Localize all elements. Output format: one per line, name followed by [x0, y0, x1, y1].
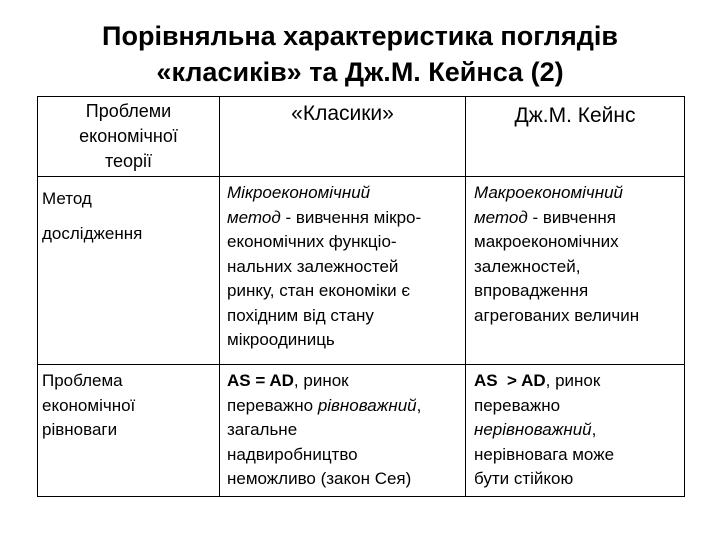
row-method-classics — [227, 181, 463, 353]
slide-title — [0, 18, 720, 90]
keynes-equilibrium-line-4: нерівновага може — [474, 444, 615, 464]
row-method-label — [42, 181, 218, 251]
column-divider-1 — [219, 97, 220, 496]
row-method-label-line-2: дослідження — [42, 224, 143, 243]
keynes-inequation: AS > AD — [474, 371, 546, 390]
classics-method-line-7: мікроодиниць — [227, 330, 335, 349]
keynes-equilibrium-term: нерівноважний — [474, 420, 592, 439]
classics-equilibrium-term: рівноважний — [317, 395, 417, 415]
header-classics — [220, 100, 465, 128]
header-problems-line-1: Проблеми — [85, 101, 172, 121]
header-problems — [38, 99, 219, 174]
keynes-method-line-6: агрегованих величин — [474, 305, 640, 325]
row-equilibrium-keynes — [474, 369, 682, 492]
classics-method-line-2: - вивчення мікро- — [280, 207, 422, 227]
keynes-method-term: метод — [474, 207, 528, 227]
row-equilibrium-label — [42, 369, 218, 443]
row-equilibrium-classics — [227, 369, 463, 492]
header-problems-line-2: економічної — [79, 126, 178, 146]
row-method-label-line-1: Метод — [42, 189, 92, 208]
classics-method-line-5: ринку, стан економіки є — [227, 281, 411, 300]
header-keynes — [466, 102, 684, 130]
row-equilibrium-label-line-1: Проблема — [42, 371, 123, 390]
keynes-equilibrium-comma: , — [591, 420, 597, 439]
keynes-equilibrium-line-1: , ринок — [545, 371, 601, 390]
row-equilibrium-label-line-3: рівноваги — [42, 420, 118, 439]
classics-method-line-6: похідним від стану — [227, 305, 374, 325]
classics-equilibrium-comma: , — [416, 395, 422, 415]
classics-equilibrium-line-2: переважно — [227, 395, 318, 415]
keynes-method-line-5: впровадження — [474, 281, 589, 300]
header-problems-line-3: теорії — [104, 151, 153, 171]
header-keynes-label: Дж.М. Кейнс — [514, 104, 636, 127]
row-method-keynes — [474, 181, 682, 328]
column-divider-2 — [465, 97, 466, 496]
classics-equilibrium-line-5: неможливо (закон Сея) — [227, 469, 412, 488]
keynes-method-line-3: макроекономічних — [474, 232, 619, 251]
header-row-divider — [38, 176, 684, 177]
keynes-method-line-4: залежностей, — [474, 256, 581, 276]
classics-equilibrium-line-1: , ринок — [293, 371, 349, 390]
comparison-table — [37, 96, 685, 497]
classics-equilibrium-line-3: загальне — [227, 420, 298, 439]
keynes-equilibrium-line-5: бути стійкою — [474, 469, 574, 488]
row-equilibrium-label-line-2: економічної — [42, 395, 136, 415]
keynes-method-line-1: Макроекономічний — [474, 183, 623, 202]
keynes-equilibrium-line-2: переважно — [474, 395, 561, 415]
classics-method-line-1: Мікроекономічний — [227, 183, 371, 202]
classics-method-line-4: нальних залежностей — [227, 256, 399, 276]
keynes-method-line-2: - вивчення — [527, 207, 616, 227]
row-divider — [38, 364, 684, 365]
classics-method-term: метод — [227, 207, 281, 227]
classics-equation: AS = AD — [227, 371, 294, 390]
classics-method-line-3: економічних функціо- — [227, 232, 397, 251]
slide-title-line-2: «класиків» та Дж.М. Кейнса (2) — [156, 57, 564, 87]
slide-title-line-1: Порівняльна характеристика поглядів — [102, 21, 618, 51]
header-classics-label: «Класики» — [291, 102, 394, 125]
classics-equilibrium-line-4: надвиробництво — [227, 444, 358, 464]
